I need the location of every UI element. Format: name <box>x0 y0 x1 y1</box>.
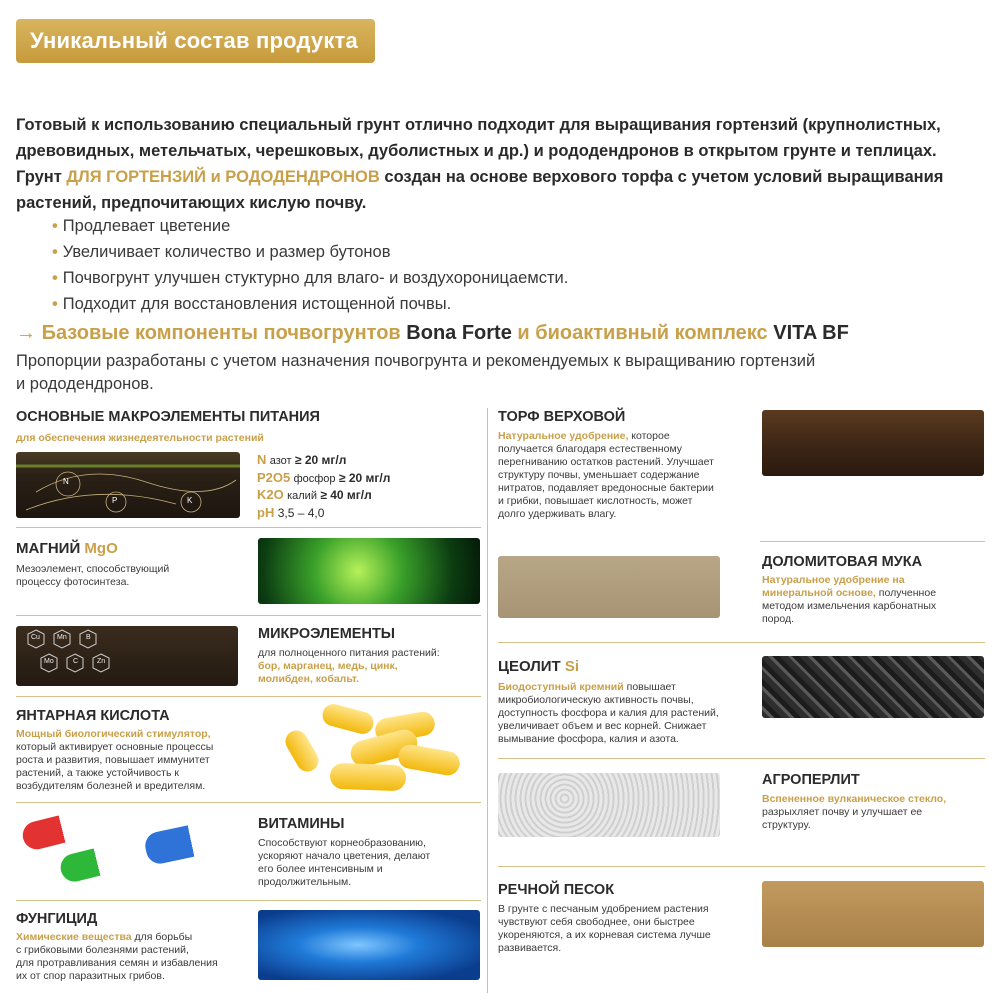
vitamins-block <box>258 815 483 889</box>
column-divider <box>487 408 488 993</box>
element-name: калий <box>287 490 317 502</box>
intro-paragraph <box>16 112 986 216</box>
sand-block <box>498 881 758 955</box>
text-line: растений, а также устойчивость к <box>16 767 179 779</box>
vitamins-title: ВИТАМИНЫ <box>258 816 345 832</box>
text-fragment: полученное <box>875 587 937 599</box>
element-symbol: N <box>257 452 267 467</box>
text-line: их от спор паразитных грибов. <box>16 970 165 982</box>
text-fragment: повышает <box>623 681 676 693</box>
text-line <box>498 681 758 694</box>
macro-subtitle: для обеспечения жизнедеятельности растений <box>16 432 264 444</box>
hex-label: Zn <box>97 658 106 665</box>
row-divider <box>16 696 481 697</box>
text-line: роста и развития, повышает иммунитет <box>16 754 210 766</box>
bullet-text: Подходит для восстановления истощенной почвы. <box>62 295 452 313</box>
text-fragment: для борьбы <box>131 931 193 943</box>
text-line <box>16 931 256 944</box>
text-line: и грибки, повышает кислотность, может <box>498 495 693 507</box>
text-line: В грунте с песчаным удобрением растения <box>498 903 709 915</box>
text-line: его более интенсивным и <box>258 863 383 875</box>
text-line: получается благодаря естественному <box>498 443 683 455</box>
list-item <box>52 291 568 317</box>
macro-row <box>257 487 390 505</box>
bullet-text: Увеличивает количество и размер бутонов <box>62 243 391 261</box>
dolomite-block <box>762 553 987 626</box>
zeolite-formula: Si <box>564 658 580 675</box>
page-title-badge <box>16 19 375 63</box>
text-line <box>762 587 987 600</box>
intro-line: Готовый к использованию специальный грунт отлично подходит для выращивания гортензий (крупнолистных, <box>16 116 941 134</box>
text-highlight: Химические вещества <box>16 931 132 943</box>
text-line: пород. <box>762 613 795 625</box>
intro-text: Грунт <box>16 168 67 186</box>
text-line-highlight: Натуральное удобрение на <box>762 574 905 586</box>
row-divider <box>16 615 481 616</box>
hex-label: C <box>73 658 79 665</box>
text-line: для протравливания семян и избавления <box>16 957 218 969</box>
vitamin-capsule-b1 <box>143 816 240 866</box>
text-line: для полноценного питания растений: <box>258 647 440 659</box>
text-line-highlight: Вспененное вулканическое стекло, <box>762 793 947 805</box>
vitamin-capsule-c <box>20 806 104 853</box>
text-line: возбудителям болезней и вредителям. <box>16 780 206 792</box>
fungicide-block <box>16 910 256 983</box>
page-title: Уникальный состав продукта <box>30 28 358 53</box>
text-line: структуру. <box>762 819 811 831</box>
soil-image <box>16 452 240 518</box>
perlite-text <box>762 793 987 832</box>
text-line-highlight: бор, марганец, медь, цинк, <box>258 660 398 672</box>
text-line <box>498 430 758 443</box>
macro-row <box>257 505 390 523</box>
row-divider <box>760 541 985 542</box>
element-symbol: K2O <box>257 487 284 502</box>
text-line-highlight: Мощный биологический стимулятор, <box>16 728 211 740</box>
element-value: ≥ 40 мг/л <box>320 488 372 502</box>
text-line: развивается. <box>498 942 562 954</box>
amber-text <box>16 728 266 793</box>
zeolite-title <box>498 658 758 676</box>
macro-row <box>257 470 390 488</box>
amber-title: ЯНТАРНАЯ КИСЛОТА <box>16 708 170 724</box>
text-line: методом измельчения карбонатных <box>762 600 937 612</box>
text-line: укореняются, а их корневая система лучше <box>498 929 711 941</box>
row-divider <box>16 900 481 901</box>
intro-line <box>16 164 986 190</box>
text-line: вымывание фосфора, калия и азота. <box>498 733 679 745</box>
vitamins-text <box>258 837 483 889</box>
benefits-list <box>52 213 568 317</box>
capsule <box>281 726 322 775</box>
hex-label: Mn <box>57 634 67 641</box>
text-fragment: которое <box>628 430 670 442</box>
photosynthesis-image <box>258 538 480 604</box>
fungicide-text <box>16 931 256 983</box>
microelements-image <box>16 626 238 686</box>
row-divider <box>498 758 985 759</box>
perlite-block <box>762 771 987 832</box>
text-line: структуру почвы, уменьшает содержание <box>498 469 700 481</box>
list-item <box>52 213 568 239</box>
bullet-text: Почвогрунт улучшен стуктурно для влаго- и воздухороницаемсти. <box>62 269 569 287</box>
sand-image <box>762 881 984 947</box>
text-line: с грибковыми болезнями растений, <box>16 944 189 956</box>
element-value: ≥ 20 мг/л <box>294 453 347 467</box>
circle-label: K <box>187 496 193 505</box>
row-divider <box>16 802 481 803</box>
description-line: Пропорции разработаны с учетом назначения почвогрунта и рекомендуемых к выращиванию гортензий <box>16 352 816 370</box>
arrow-right-icon: → <box>16 322 36 344</box>
magnesium-block <box>16 540 246 589</box>
list-item <box>52 239 568 265</box>
zeolite-text <box>498 681 758 746</box>
product-name-highlight: ДЛЯ ГОРТЕНЗИЙ и РОДОДЕНДРОНОВ <box>66 168 380 186</box>
element-symbol: P2O5 <box>257 469 291 485</box>
magnesium-title-text: МАГНИЙ <box>16 540 81 557</box>
intro-text: создан на основе верхового торфа с учетом условий выращивания <box>379 168 944 186</box>
list-item <box>52 265 568 291</box>
bullet-icon: • <box>52 243 58 261</box>
peat-block <box>498 408 758 521</box>
brand-name: Bona Forte <box>406 322 512 344</box>
element-name: азот <box>269 455 292 467</box>
zeolite-title-text: ЦЕОЛИТ <box>498 658 561 675</box>
bullet-icon: • <box>52 217 58 235</box>
text-line: продолжительным. <box>258 876 352 888</box>
micro-block <box>258 625 483 686</box>
hex-pattern <box>16 626 238 686</box>
peat-title: ТОРФ ВЕРХОВОЙ <box>498 409 626 425</box>
sand-text <box>498 903 758 955</box>
row-divider <box>498 642 985 643</box>
macro-values <box>257 452 390 522</box>
zeolite-image <box>762 656 984 718</box>
text-highlight: Натуральное удобрение, <box>498 430 629 442</box>
dolomite-image <box>498 556 720 618</box>
perlite-title: АГРОПЕРЛИТ <box>762 772 860 788</box>
text-line-highlight: молибден, кобальт. <box>258 673 360 685</box>
peat-text <box>498 430 758 521</box>
section-heading <box>16 318 849 348</box>
macro-row <box>257 452 390 470</box>
capsule-label: B1 <box>200 826 221 845</box>
text-line: нитратов, подавляет вредоносные бактерии <box>498 482 714 494</box>
section-description <box>16 350 896 396</box>
text-line: долго удерживать влагу. <box>498 508 617 520</box>
capsule-label: C <box>77 814 90 831</box>
text-line: Мезоэлемент, способствующий <box>16 563 170 575</box>
capsule <box>396 743 461 777</box>
amber-acid-block <box>16 707 266 793</box>
hex-label: B <box>86 634 91 641</box>
element-symbol: pH <box>257 504 275 520</box>
bullet-text: Продлевает цветение <box>62 217 231 235</box>
hex-label: Mo <box>44 658 54 665</box>
micro-title: МИКРОЭЛЕМЕНТЫ <box>258 626 395 642</box>
micro-text <box>258 647 483 686</box>
row-divider <box>16 527 481 528</box>
text-line: процессу фотосинтеза. <box>16 576 130 588</box>
capsule <box>330 763 407 792</box>
element-name: фосфор <box>293 472 336 485</box>
brand-name: VITA BF <box>773 322 849 344</box>
text-line: разрыхляет почву и улучшает ее <box>762 806 923 818</box>
element-value: ≥ 20 мг/л <box>338 470 391 485</box>
zeolite-block <box>498 658 758 746</box>
text-line: увеличивает объем и вес корней. Снижает <box>498 720 707 732</box>
intro-line: древовидных, метельчатых, черешковых, дуболистных и др.) и рододендронов в открытом грунте и теплицах. <box>16 142 937 160</box>
magnesium-text <box>16 563 246 589</box>
soil-illustration <box>16 452 240 518</box>
macro-title: ОСНОВНЫЕ МАКРОЭЛЕМЕНТЫ ПИТАНИЯ <box>16 409 320 425</box>
magnesium-formula: MgO <box>84 540 118 557</box>
section-heading-part: и биоактивный комплекс <box>517 322 768 344</box>
hex-label: Cu <box>31 634 40 641</box>
text-line: ускоряют начало цветения, делают <box>258 850 431 862</box>
peat-image <box>762 410 984 476</box>
section-heading-part: Базовые компоненты почвогрунтов <box>41 322 401 344</box>
text-line: который активирует основные процессы <box>16 741 214 753</box>
element-value: 3,5 – 4,0 <box>277 505 325 520</box>
bullet-icon: • <box>52 269 58 287</box>
intro-line: растений, предпочитающих кислую почву. <box>16 194 367 212</box>
magnesium-title <box>16 540 246 558</box>
dolomite-text <box>762 574 987 626</box>
bullet-icon: • <box>52 295 58 313</box>
text-highlight: Биодоступный кремний <box>498 681 624 693</box>
row-divider <box>498 866 985 867</box>
circle-label: P <box>112 496 118 505</box>
circle-label: N <box>63 477 69 486</box>
macro-block <box>16 408 486 445</box>
sand-title: РЕЧНОЙ ПЕСОК <box>498 882 615 898</box>
description-line: и рододендронов. <box>16 375 154 393</box>
vitamin-capsule-pp <box>58 839 137 884</box>
perlite-image <box>498 773 720 837</box>
capsule-label: PP <box>101 848 120 865</box>
capsule <box>320 702 376 737</box>
text-line: доступность фосфора и калия для растений, <box>498 707 719 719</box>
dolomite-title: ДОЛОМИТОВАЯ МУКА <box>762 554 923 570</box>
text-highlight: минеральной основе, <box>762 587 876 599</box>
text-line: перегниванию остатков растений. Улучшает <box>498 456 714 468</box>
text-line: чувствуют себя свободнее, они быстрее <box>498 916 695 928</box>
text-line: микробиологическую активность почвы, <box>498 694 694 706</box>
fungicide-title: ФУНГИЦИД <box>16 911 98 927</box>
water-drop-image <box>258 910 480 980</box>
text-line: Способствуют корнеобразованию, <box>258 837 426 849</box>
